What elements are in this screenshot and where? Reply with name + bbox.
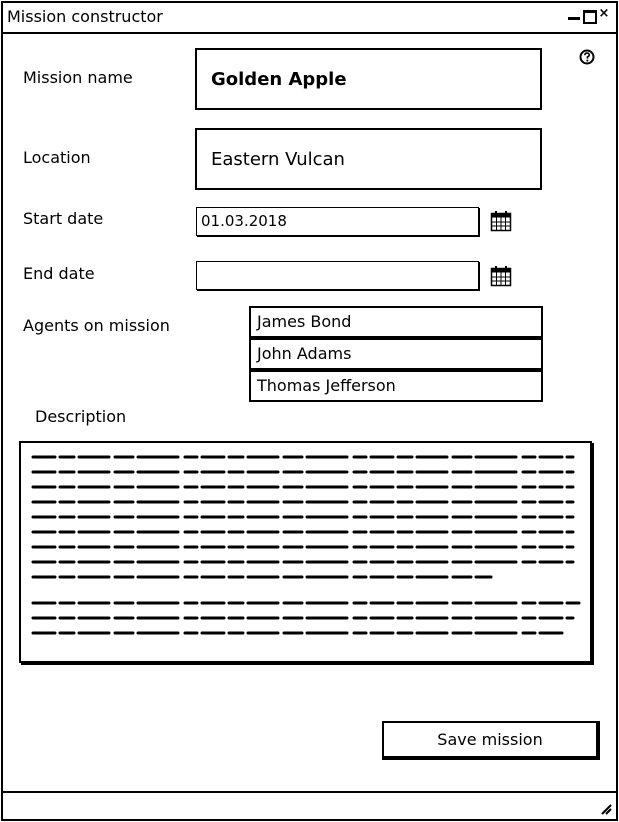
status-bar [3,791,616,819]
end-date-label: End date [23,264,95,283]
maximize-icon[interactable] [583,8,595,22]
window-title: Mission constructor [7,7,163,26]
description-label: Description [35,407,127,426]
start-date-label: Start date [23,209,104,228]
window-controls [568,8,610,22]
scribbled-text-placeholder [21,443,590,661]
mission-constructor-window [1,1,618,821]
agents-label: Agents on mission [23,316,170,335]
calendar-icon[interactable] [490,265,512,287]
title-bar [3,3,616,34]
description-textarea[interactable] [19,441,592,663]
minimize-icon[interactable] [568,8,580,22]
close-icon[interactable]: × [598,6,610,21]
location-field[interactable]: Eastern Vulcan [195,128,542,190]
agent-list-item[interactable]: Thomas Jefferson [249,370,543,402]
start-date-input[interactable]: 01.03.2018 [196,207,479,236]
agent-list-item[interactable]: John Adams [249,338,543,370]
help-icon[interactable] [579,49,595,65]
end-date-input[interactable] [196,261,479,290]
mission-name-field[interactable]: Golden Apple [195,48,542,110]
agent-list-item[interactable]: James Bond [249,306,543,338]
save-mission-button[interactable]: Save mission [382,721,600,760]
mission-name-label: Mission name [23,68,133,87]
calendar-icon[interactable] [490,210,512,232]
resize-grip-icon[interactable] [600,803,612,815]
location-label: Location [23,148,91,167]
